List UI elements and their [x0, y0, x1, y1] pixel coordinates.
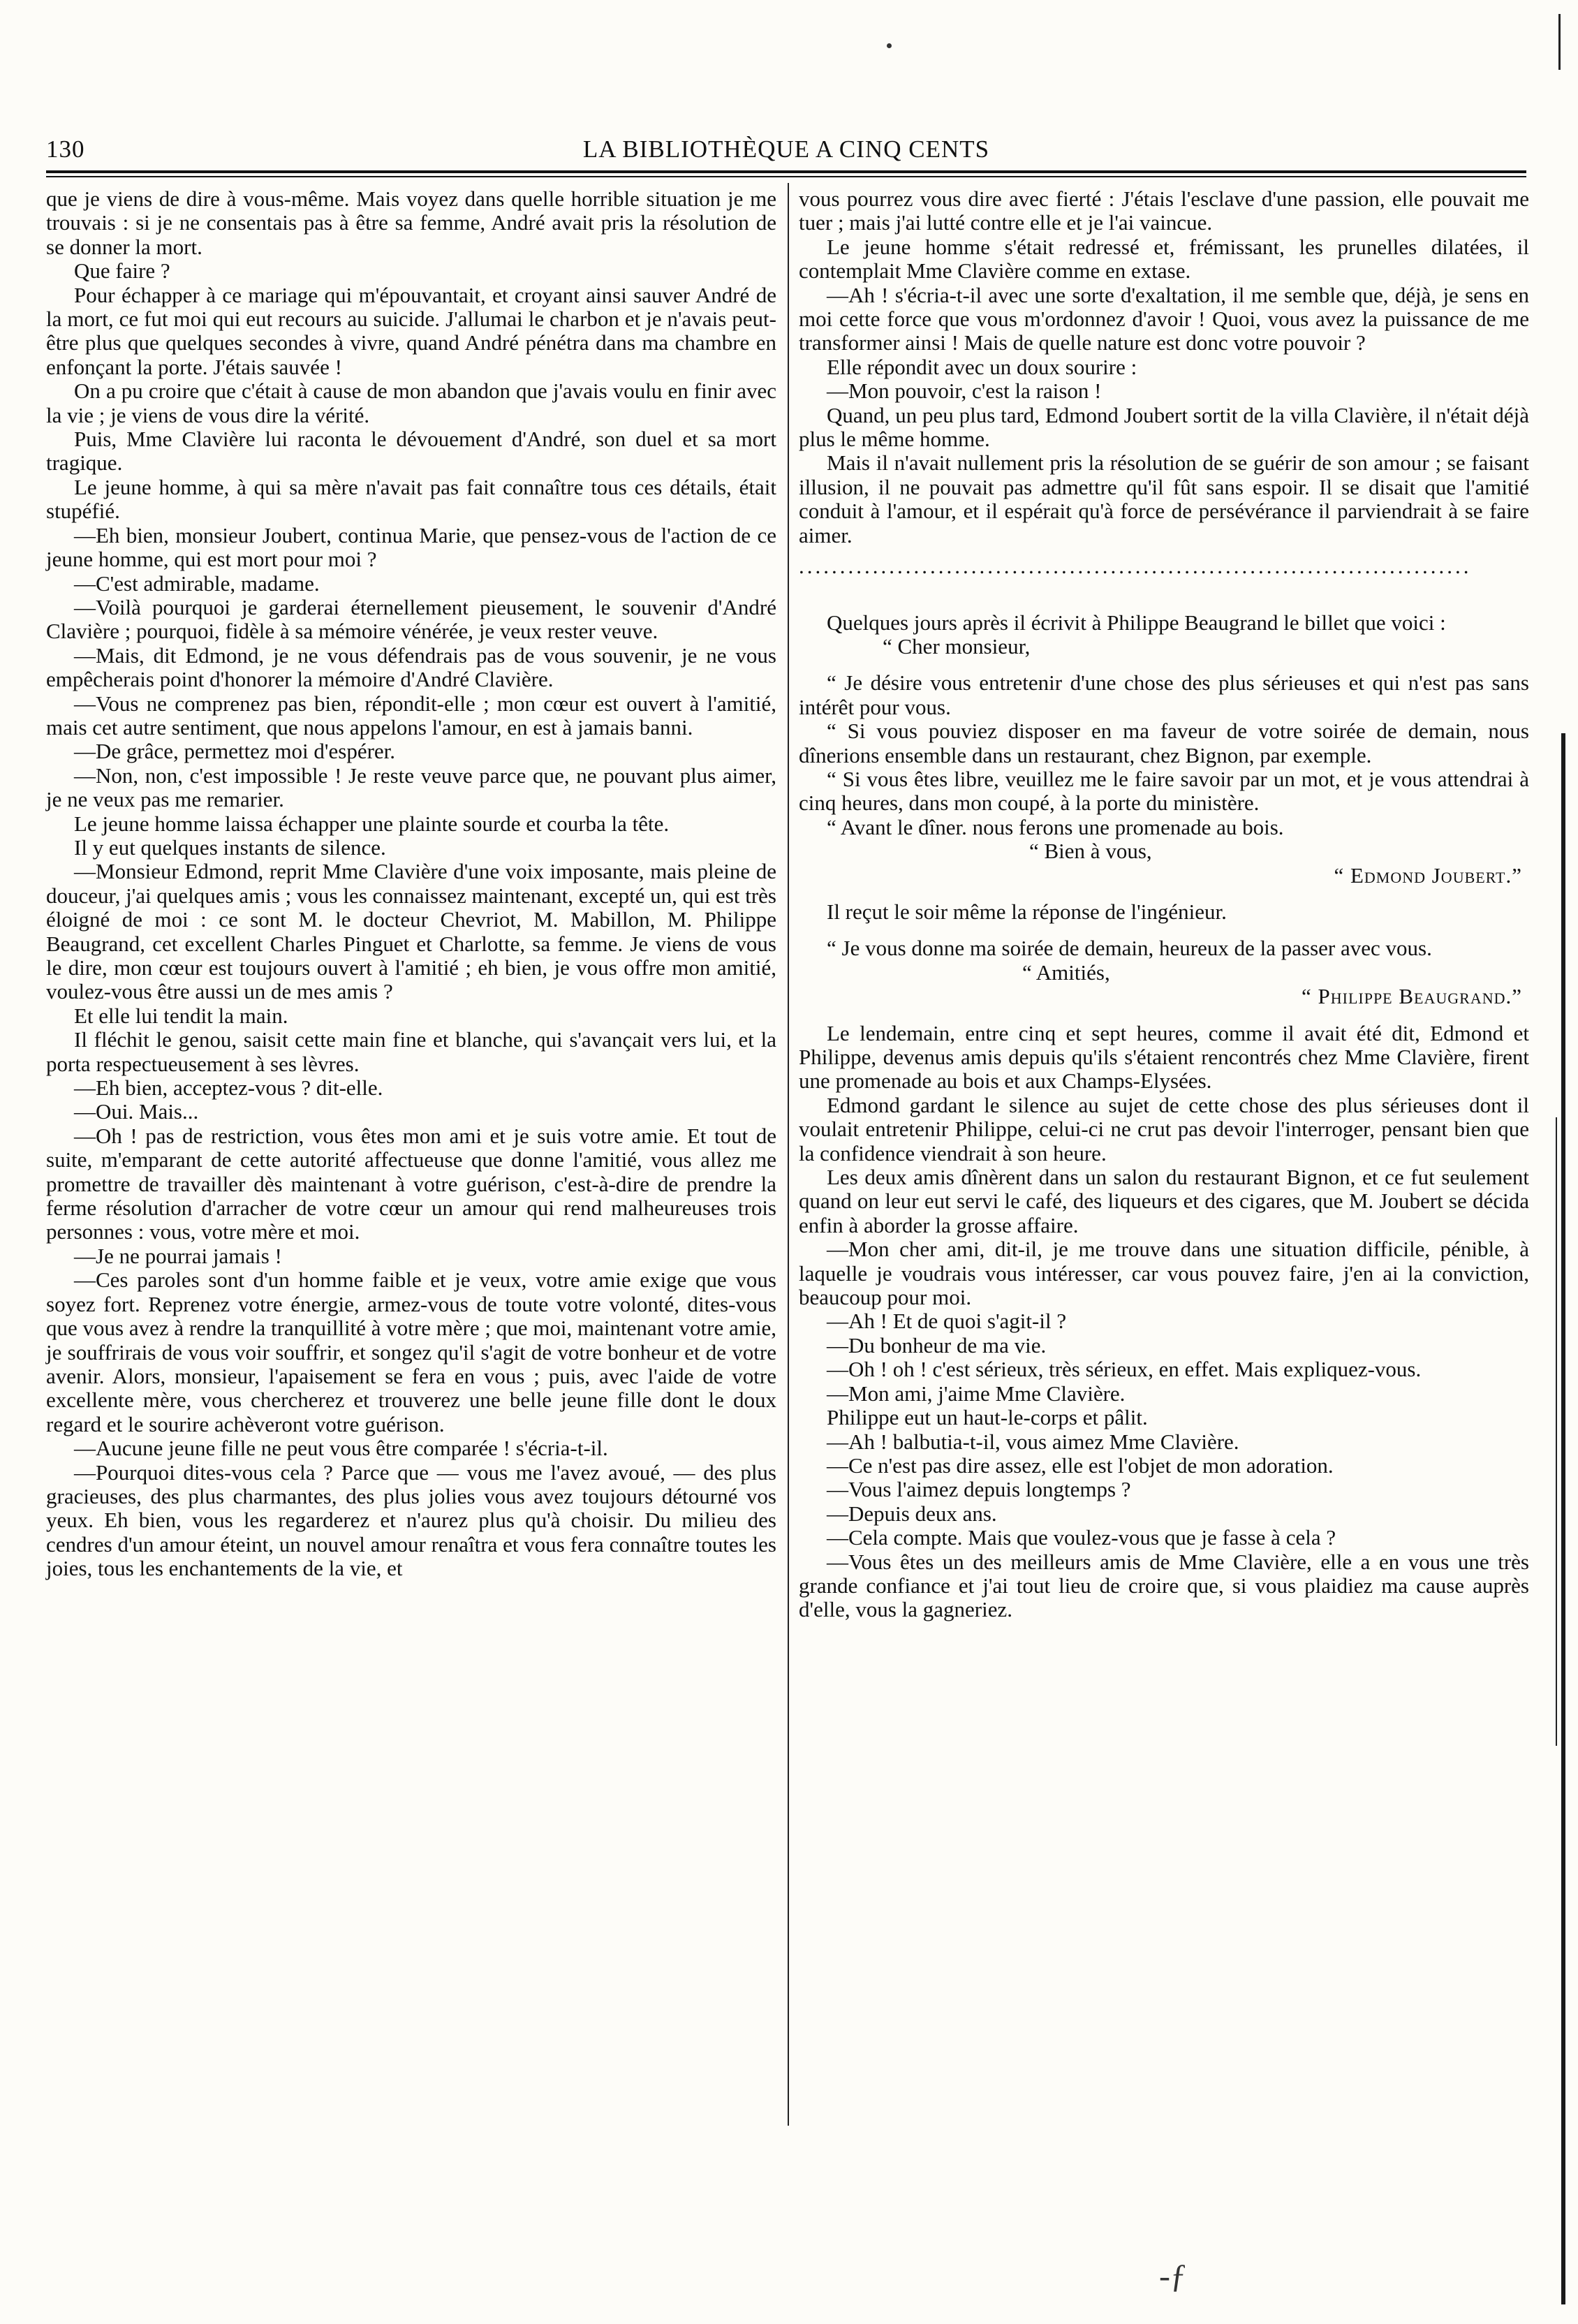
paragraph: Edmond gardant le silence au sujet de cette chose des plus sérieuses dont il voulait entretenir Philippe, celui-ci ne crut pas devoir l'interroger, pensant bien que la confidence viendrait à son heure.: [799, 1092, 1529, 1165]
paragraph: —Depuis deux ans.: [827, 1501, 997, 1526]
running-header: [46, 131, 1526, 168]
paragraph: —Oui. Mais...: [74, 1099, 199, 1124]
paragraph: —C'est admirable, madame.: [74, 571, 320, 596]
paragraph: —Cela compte. Mais que voulez-vous que je fasse à cela ?: [827, 1525, 1336, 1550]
paragraph: —Oh ! oh ! c'est sérieux, très sérieux, en effet. Mais expliquez-vous.: [827, 1357, 1422, 1382]
paragraph: Quelques jours après il écrivit à Philippe Beaugrand le billet que voici :: [827, 610, 1446, 635]
paragraph: —Pourquoi dites-vous cela ? Parce que — vous me l'avez avoué, — des plus gracieuses, des plus charmantes, des plus jolies vous avez toujours détourné vos yeux. Eh bien, vous les regarderez et n'aurez plus qu'à choisir. Du milieu des cendres d'un amour éteint, un nouvel amour renaîtra et vous fera connaître toutes les joies, tous les enchantements de la vie, et: [46, 1459, 776, 1581]
paragraph: Il fléchit le genou, saisit cette main fine et blanche, qui s'avançait vers lui, et la porta respectueusement à ses lèvres.: [46, 1027, 776, 1076]
paragraph: —Ce n'est pas dire assez, elle est l'objet de mon adoration.: [827, 1452, 1334, 1478]
paragraph: —Mon cher ami, dit-il, je me trouve dans une situation difficile, pénible, à laquelle je voudrais vous intéresser, car vous pouvez faire, j'en ai la conviction, beaucoup pour moi.: [799, 1237, 1529, 1310]
paragraph: —Mais, dit Edmond, je ne vous défendrais pas de vous souvenir, je ne vous empêcherais point d'honorer la mémoire d'André Clavière.: [46, 642, 776, 692]
paragraph: —Ah ! s'écria-t-il avec une sorte d'exaltation, il me semble que, déjà, je sens en moi cette force que vous m'ordonnez d'avoir ! Quoi, vous avez la puissance de me transformer ainsi ! Mais de quelle nature est donc votre pouvoir ?: [799, 282, 1529, 355]
paragraph: —Monsieur Edmond, reprit Mme Clavière d'une voix imposante, mais pleine de douceur, j'ai quelques amis ; vous les connaissez maintenant, excepté un, qui est très éloigné de moi : ce sont M. le docteur Chevriot, M. Mabillon, M. Philippe Beaugrand, cet excellent Charles Pinguet et Charlotte, sa femme. Je viens de vous le dire, mon cœur est toujours ouvert à l'amitié ; eh bien, je vous offre mon amitié, voulez-vous être aussi un de mes amis ?: [46, 859, 776, 1004]
paragraph: —Vous êtes un des meilleurs amis de Mme Clavière, elle a en vous une très grande confiance et j'ai tout lieu de croire que, si vous plaidiez ma cause auprès d'elle, vous la gagneriez.: [799, 1549, 1529, 1622]
paragraph: que je viens de dire à vous-même. Mais voyez dans quelle horrible situation je me trouvais : si je ne consentais pas à être sa femme, André avait pris la résolution de se donner la mort.: [46, 186, 776, 259]
paragraph: —Ces paroles sont d'un homme faible et je veux, votre amie exige que vous soyez fort. Reprenez votre énergie, armez-vous de toute votre volonté, dites-vous que vous avez à rendre la tranquillité à votre mère ; que moi, maintenant votre amie, je souffrirais de vous voir souffrir, et songez qu'il s'agit de votre bonheur et de votre avenir. Alors, monsieur, l'apaisement se fera en vous ; puis, avec l'aide de votre excellente mère, vous chercherez et trouverez une belle jeune fille dont le doux regard et le sourire achèveront votre guérison.: [46, 1267, 776, 1436]
paragraph: —Mon pouvoir, c'est la raison !: [827, 378, 1102, 404]
paragraph: On a pu croire que c'était à cause de mon abandon que j'avais voulu en finir avec la vie ; je viens de vous dire la vérité.: [46, 378, 776, 427]
running-title: LA BIBLIOTHÈQUE A CINQ CENTS: [582, 135, 990, 163]
paragraph: Le jeune homme s'était redressé et, frémissant, les prunelles dilatées, il contemplait Mme Clavière comme en extase.: [799, 234, 1529, 284]
paragraph: —Vous ne comprenez pas bien, répondit-elle ; mon cœur est ouvert à l'amitié, mais cet autre sentiment, que nous appelons l'amour, en est à jamais banni.: [46, 691, 776, 740]
paragraph: —Oh ! pas de restriction, vous êtes mon ami et je suis votre amie. Et tout de suite, m'emparant de cette autorité affectueuse que donne l'amitié, vous allez me promettre de travailler dès maintenant à votre guérison, c'est-à-dire de prendre la ferme résolution d'arracher de votre cœur un amour qui rend malheureuses trois personnes : vous, votre mère et moi.: [46, 1123, 776, 1244]
footer-mark: -ƒ: [1159, 2258, 1187, 2295]
paragraph: Il y eut quelques instants de silence.: [74, 834, 386, 860]
letter-salutation: “ Cher monsieur,: [883, 633, 1031, 659]
paragraph: Il reçut le soir même la réponse de l'ingénieur.: [827, 899, 1227, 924]
paragraph: —Je ne pourrai jamais !: [74, 1243, 282, 1268]
paragraph: vous pourrez vous dire avec fierté : J'étais l'esclave d'une passion, elle pouvait me tuer ; mais j'ai lutté contre elle et je l'ai vaincue.: [799, 186, 1529, 235]
paragraph: —Mon ami, j'aime Mme Clavière.: [827, 1381, 1126, 1406]
paragraph: —Ah ! Et de quoi s'agit-il ?: [827, 1309, 1067, 1334]
paragraph: —Ah ! balbutia-t-il, vous aimez Mme Clavière.: [827, 1429, 1239, 1454]
paragraph: —Aucune jeune fille ne peut vous être comparée ! s'écria-t-il.: [74, 1436, 608, 1461]
section-separator: ..................................................................................: [799, 554, 1472, 579]
letter-paragraph: “ Avant le dîner. nous ferons une promenade au bois.: [827, 814, 1284, 839]
letter-signature: “ Philippe Beaugrand.”: [1301, 984, 1522, 1009]
letter-paragraph: “ Si vous êtes libre, veuillez me le faire savoir par un mot, et je vous attendrai à cinq heures, dans mon coupé, à la porte du ministère.: [799, 766, 1529, 816]
letter-paragraph: “ Je vous donne ma soirée de demain, heureux de la passer avec vous.: [827, 936, 1432, 961]
page-edge-binding: [1549, 0, 1578, 2324]
paragraph: Les deux amis dînèrent dans un salon du restaurant Bignon, et ce fut seulement quand on leur eut servi le café, des liqueurs et des cigares, que M. Joubert se décida enfin à aborder la grosse affaire.: [799, 1165, 1529, 1237]
page-number: 130: [46, 135, 85, 163]
right-column: [799, 187, 1529, 1622]
left-column: [46, 187, 776, 1581]
letter-closing: “ Bien à vous,: [1029, 839, 1152, 864]
paragraph: Le jeune homme laissa échapper une plainte sourde et courba la tête.: [74, 811, 670, 836]
paragraph: Le lendemain, entre cinq et sept heures, comme il avait été dit, Edmond et Philippe, devenus amis depuis qu'ils s'étaient rencontrés chez Mme Clavière, firent une promenade au bois et aux Champs-Elysées.: [799, 1020, 1529, 1094]
paragraph: Elle répondit avec un doux sourire :: [827, 354, 1137, 379]
letter-closing: “ Amitiés,: [1022, 959, 1110, 985]
ink-speck: [887, 43, 892, 48]
paragraph: Mais il n'avait nullement pris la résolution de se guérir de son amour ; se faisant illusion, il ne pouvait pas admettre qu'il fût sans espoir. Il se disait que l'amitié conduit à l'amour, et il espérait qu'à force de persévérance il parviendrait à se faire aimer.: [799, 450, 1529, 547]
paragraph: Et elle lui tendit la main.: [74, 1003, 288, 1028]
paragraph: Pour échapper à ce mariage qui m'épouvantait, et croyant ainsi sauver André de la mort, ce fut moi qui eut recours au suicide. J'allumai le charbon et je n'avais peut-être plus que quelques secondes à vivre, quand André pénétra dans ma chambre en enfonçant la porte. J'étais sauvée !: [46, 282, 776, 379]
paragraph: —Eh bien, monsieur Joubert, continua Marie, que pensez-vous de l'action de ce jeune homme, qui est mort pour moi ?: [46, 522, 776, 572]
paragraph: —Non, non, c'est impossible ! Je reste veuve parce que, ne pouvant plus aimer, je ne veux pas me remarier.: [46, 763, 776, 812]
column-divider: [788, 183, 789, 2126]
letter-paragraph: “ Je désire vous entretenir d'une chose des plus sérieuses et qui n'est pas sans intérêt pour vous.: [799, 670, 1529, 719]
paragraph: —De grâce, permettez moi d'espérer.: [74, 739, 396, 764]
letter-paragraph: “ Si vous pouviez disposer en ma faveur de votre soirée de demain, nous dînerions ensemble dans un restaurant, chez Bignon, par exemple.: [799, 719, 1529, 767]
letter-signature: “ Edmond Joubert.”: [1334, 862, 1522, 888]
paragraph: —Vous l'aimez depuis longtemps ?: [827, 1477, 1131, 1502]
paragraph: Le jeune homme, à qui sa mère n'avait pas fait connaître tous ces détails, était stupéfié.: [46, 474, 776, 524]
paragraph: Philippe eut un haut-le-corps et pâlit.: [827, 1405, 1148, 1430]
paragraph: —Eh bien, acceptez-vous ? dit-elle.: [74, 1075, 383, 1101]
header-rule-thick: [46, 170, 1526, 173]
paragraph: —Voilà pourquoi je garderai éternellement pieusement, le souvenir d'André Clavière ; pourquoi, fidèle à sa mémoire vénérée, je veux rester veuve.: [46, 594, 776, 644]
paragraph: Quand, un peu plus tard, Edmond Joubert sortit de la villa Clavière, il n'était déjà plus le même homme.: [799, 402, 1529, 452]
paragraph: Puis, Mme Clavière lui raconta le dévouement d'André, son duel et sa mort tragique.: [46, 427, 776, 476]
header-rule-thin: [46, 176, 1526, 177]
paragraph: Que faire ?: [74, 258, 170, 284]
paragraph: —Du bonheur de ma vie.: [827, 1332, 1047, 1358]
section-gap: [799, 583, 1529, 611]
